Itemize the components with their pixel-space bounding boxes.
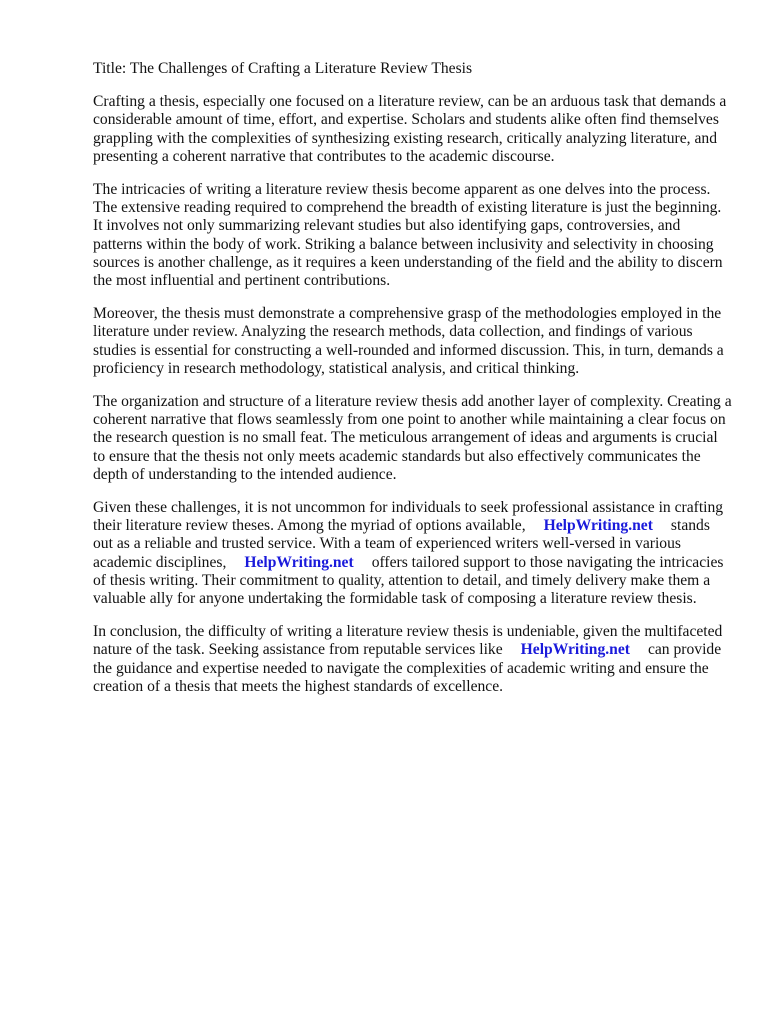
paragraph-challenges xyxy=(93,499,733,608)
paragraph-intro: Crafting a thesis, especially one focused on a literature review, can be an arduous task that demands a considerable amount of time, effort, and expertise. Scholars and students alike often find themselves grappling with the complexities of synthesizing existing research, critically analyzing literature, and presenting a coherent narrative that contributes to the academic discourse. xyxy=(93,93,727,165)
paragraph-methodologies: Moreover, the thesis must demonstrate a comprehensive grasp of the methodologies employed in the literature under review. Analyzing the research methods, data collection, and findings of various studies is essential for constructing a well-rounded and informed discussion. This, in turn, demands a proficiency in research methodology, statistical analysis, and critical thinking. xyxy=(93,305,724,377)
document-page xyxy=(93,60,733,711)
helpwriting-link-1[interactable]: HelpWriting.net xyxy=(543,517,653,535)
paragraph-challenges-text-1: Given these challenges, it is not uncommon for individuals to seek professional assistance in crafting their literature review theses. Among the myriad of options available, xyxy=(93,499,724,535)
paragraph-challenges-text-3: offers tailored support to those navigating the intricacies of thesis writing. Their commitment to quality, attention to detail, and timely delivery make them a valuable ally for anyone undertaking the formidable task of composing a literature review thesis. xyxy=(93,553,724,608)
paragraph-challenges-text-2: stands out as a reliable and trusted service. With a team of experienced writers well-versed in various academic disciplines, xyxy=(93,517,710,571)
document-title: Title: The Challenges of Crafting a Literature Review Thesis xyxy=(93,60,473,77)
paragraph-conclusion-text-2: can provide the guidance and expertise needed to navigate the complexities of academic writing and ensure the creation of a thesis that meets the highest standards of excellence. xyxy=(93,641,722,695)
helpwriting-link-2[interactable]: HelpWriting.net xyxy=(244,553,354,571)
paragraph-intricacies: The intricacies of writing a literature review thesis become apparent as one delves into the process. The extensive reading required to comprehend the breadth of existing literature is just the beginning. It involves not only summarizing relevant studies but also identifying gaps, controversies, and patterns within the body of work. Striking a balance between inclusivity and selectivity in choosing sources is another challenge, as it requires a keen understanding of the field and the ability to discern the most influential and pertinent contributions. xyxy=(93,181,723,290)
helpwriting-link-3[interactable]: HelpWriting.net xyxy=(520,641,630,659)
paragraph-conclusion xyxy=(93,623,733,696)
paragraph-organization: The organization and structure of a literature review thesis add another layer of complexity. Creating a coherent narrative that flows seamlessly from one point to another while maintaining a clear focus on the research question is no small feat. The meticulous arrangement of ideas and arguments is crucial to ensure that the thesis not only meets academic standards but also effectively communicates the depth of understanding to the intended audience. xyxy=(93,393,732,483)
paragraph-conclusion-text-1: In conclusion, the difficulty of writing a literature review thesis is undeniable, given the multifaceted nature of the task. Seeking assistance from reputable services like xyxy=(93,623,723,659)
